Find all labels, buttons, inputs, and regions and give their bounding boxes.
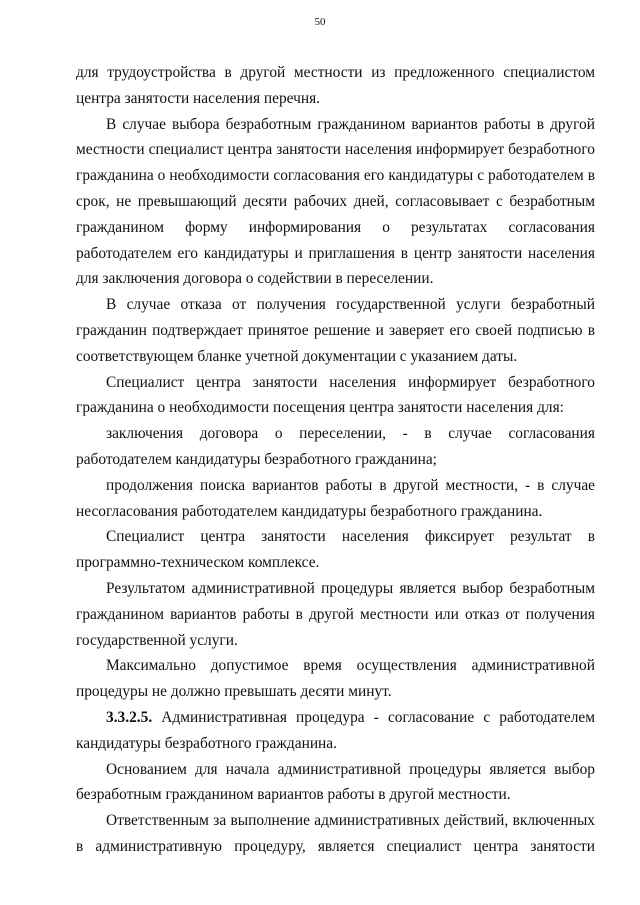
list-item-paragraph: продолжения поиска вариантов работы в другой местности, - в случае несогласования работодателем кандидатуры безработного гражданина. bbox=[76, 476, 595, 520]
page-number: 50 bbox=[314, 16, 326, 28]
paragraph-continuation: для трудоустройства в другой местности из предложенного специалистом центра занятости населения перечня. bbox=[76, 64, 595, 107]
paragraph: Результатом административной процедуры является выбор безработным гражданином вариантов работы в другой местности или отказ от получения государственной услуги. bbox=[76, 579, 595, 649]
paragraph: Максимально допустимое время осуществления административной процедуры не должно превышать десяти минут. bbox=[76, 657, 595, 701]
paragraph: Специалист центра занятости населения информирует безработного гражданина о необходимости посещения центра занятости населения для: bbox=[76, 373, 595, 417]
paragraph-cut-off: Ответственным за выполнение административных действий, включенных в административную процедуру, является специалист центра занятости bbox=[76, 812, 595, 855]
section-heading-text: Административная процедура - согласование с работодателем кандидатуры безработного гражданина. bbox=[76, 708, 595, 752]
paragraph: В случае отказа от получения государственной услуги безработный гражданин подтверждает принятое решение и заверяет его своей подписью в соответствующем бланке учетной документации с указанием даты. bbox=[76, 296, 595, 365]
paragraph: Специалист центра занятости населения фиксирует результат в программно-техническом комплексе. bbox=[76, 528, 595, 572]
document-body bbox=[76, 60, 595, 860]
paragraph: В случае выбора безработным гражданином вариантов работы в другой местности специалист центра занятости населения информирует безработного гражданина о необходимости согласования его кандидатуры с работодателем в срок, не превышающий десяти рабочих дней, согласовывает с безработным гражданином форму информирования о результатах согласования работодателем его кандидатуры и приглашения в центр занятости населения для заключения договора о содействии в переселении. bbox=[76, 115, 595, 288]
section-heading-paragraph bbox=[76, 705, 595, 757]
list-item-paragraph: заключения договора о переселении, - в случае согласования работодателем кандидатуры безработного гражданина; bbox=[76, 425, 595, 468]
section-number: 3.3.2.5. bbox=[106, 708, 153, 726]
paragraph: Основанием для начала административной процедуры является выбор безработным гражданином вариантов работы в другой местности. bbox=[76, 760, 595, 804]
